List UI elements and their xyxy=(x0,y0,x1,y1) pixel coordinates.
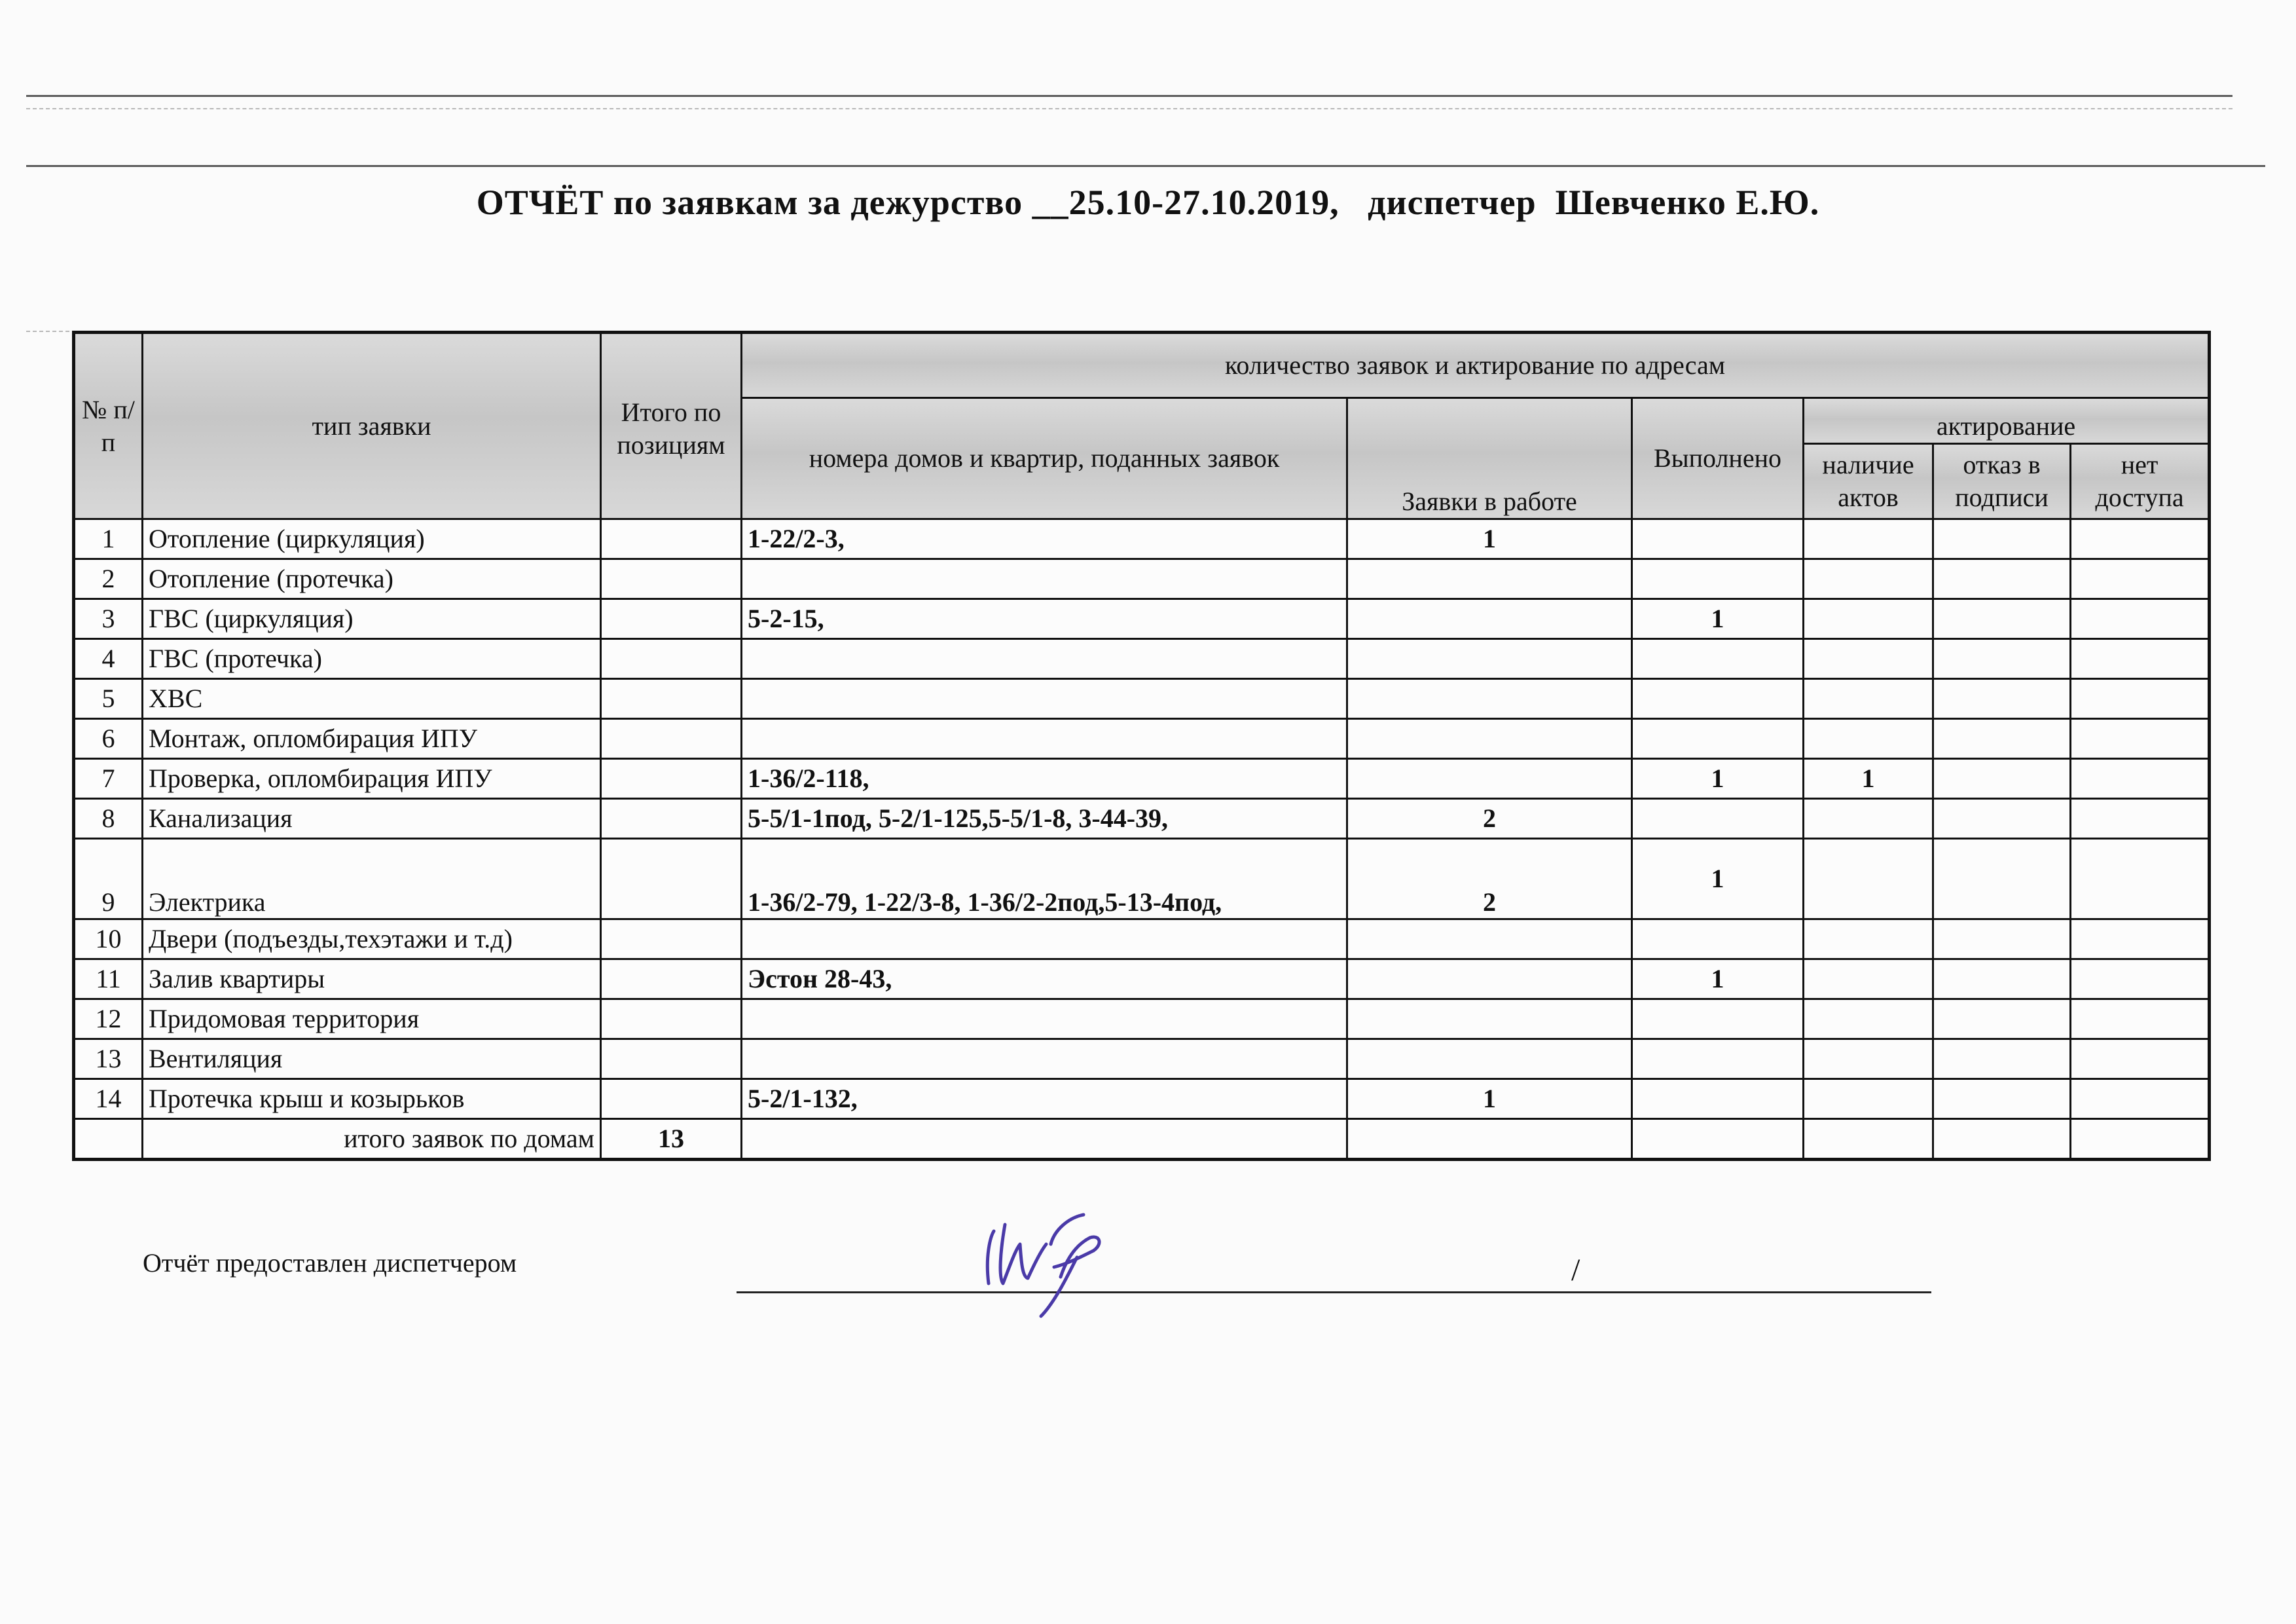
row-in-work: 1 xyxy=(1347,519,1632,559)
row-refused xyxy=(1933,639,2071,679)
row-done xyxy=(1632,999,1804,1039)
row-refused xyxy=(1933,999,2071,1039)
row-num: 13 xyxy=(74,1039,143,1079)
header-acts-group: актирование xyxy=(1804,398,2210,444)
total-label: итого заявок по домам xyxy=(143,1119,601,1160)
row-in-work xyxy=(1347,719,1632,759)
row-num: 14 xyxy=(74,1079,143,1119)
row-type: Придомовая территория xyxy=(143,999,601,1039)
row-type: Канализация xyxy=(143,799,601,839)
total-num-cell xyxy=(74,1119,143,1160)
total-row xyxy=(74,1119,2210,1160)
row-type: Отопление (протечка) xyxy=(143,559,601,599)
row-in-work: 1 xyxy=(1347,1079,1632,1119)
header-total: Итого по позициям xyxy=(601,333,742,519)
row-no-access xyxy=(2071,1079,2210,1119)
row-num: 9 xyxy=(74,839,143,919)
row-done xyxy=(1632,799,1804,839)
table-row xyxy=(74,559,2210,599)
row-refused xyxy=(1933,799,2071,839)
row-addresses: 1-36/2-118, xyxy=(742,759,1347,799)
total-empty-cell xyxy=(2071,1119,2210,1160)
row-in-work xyxy=(1347,679,1632,719)
row-total xyxy=(601,639,742,679)
row-type: Проверка, опломбирация ИПУ xyxy=(143,759,601,799)
row-addresses xyxy=(742,719,1347,759)
table-row xyxy=(74,1079,2210,1119)
row-acts xyxy=(1804,999,1933,1039)
row-addresses xyxy=(742,1039,1347,1079)
row-num: 4 xyxy=(74,639,143,679)
total-empty-cell xyxy=(742,1119,1347,1160)
row-type: Монтаж, опломбирация ИПУ xyxy=(143,719,601,759)
row-addresses xyxy=(742,639,1347,679)
row-refused xyxy=(1933,1079,2071,1119)
header-group: количество заявок и актирование по адресам xyxy=(742,333,2210,398)
row-no-access xyxy=(2071,919,2210,959)
row-acts xyxy=(1804,639,1933,679)
header-no-access: нет доступа xyxy=(2071,444,2210,519)
row-acts xyxy=(1804,599,1933,639)
row-no-access xyxy=(2071,599,2210,639)
row-num: 10 xyxy=(74,919,143,959)
table-row xyxy=(74,919,2210,959)
row-num: 6 xyxy=(74,719,143,759)
row-refused xyxy=(1933,719,2071,759)
row-num: 12 xyxy=(74,999,143,1039)
row-total xyxy=(601,519,742,559)
row-acts xyxy=(1804,959,1933,999)
row-total xyxy=(601,1039,742,1079)
row-total xyxy=(601,839,742,919)
row-addresses xyxy=(742,679,1347,719)
row-num: 11 xyxy=(74,959,143,999)
table-row xyxy=(74,999,2210,1039)
row-addresses xyxy=(742,919,1347,959)
row-num: 2 xyxy=(74,559,143,599)
row-addresses: 1-36/2-79, 1-22/3-8, 1-36/2-2под,5-13-4под, xyxy=(742,839,1347,919)
signature-separator: / xyxy=(1571,1253,1580,1287)
row-acts xyxy=(1804,519,1933,559)
total-empty-cell xyxy=(1804,1119,1933,1160)
row-no-access xyxy=(2071,999,2210,1039)
total-empty-cell xyxy=(1347,1119,1632,1160)
row-type: ХВС xyxy=(143,679,601,719)
total-empty-cell xyxy=(1933,1119,2071,1160)
row-done xyxy=(1632,679,1804,719)
row-addresses xyxy=(742,559,1347,599)
row-no-access xyxy=(2071,759,2210,799)
handwritten-signature xyxy=(969,1205,1133,1323)
row-refused xyxy=(1933,1039,2071,1079)
row-in-work xyxy=(1347,639,1632,679)
row-type: Вентиляция xyxy=(143,1039,601,1079)
header-done: Выполнено xyxy=(1632,398,1804,519)
row-acts xyxy=(1804,799,1933,839)
row-refused xyxy=(1933,759,2071,799)
footer-label: Отчёт предоставлен диспетчером xyxy=(143,1248,517,1278)
row-type: ГВС (протечка) xyxy=(143,639,601,679)
row-addresses: 5-2/1-132, xyxy=(742,1079,1347,1119)
row-refused xyxy=(1933,919,2071,959)
row-total xyxy=(601,799,742,839)
row-in-work: 2 xyxy=(1347,839,1632,919)
header-acts-present: наличие актов xyxy=(1804,444,1933,519)
row-in-work xyxy=(1347,759,1632,799)
row-in-work xyxy=(1347,959,1632,999)
row-type: Двери (подъезды,техэтажи и т.д) xyxy=(143,919,601,959)
row-done: 1 xyxy=(1632,839,1804,919)
row-acts xyxy=(1804,559,1933,599)
row-done: 1 xyxy=(1632,959,1804,999)
report-title: ОТЧЁТ по заявкам за дежурство __25.10-27.10.2019, диспетчер Шевченко Е.Ю. xyxy=(476,183,1820,222)
row-done xyxy=(1632,719,1804,759)
row-addresses: 5-2-15, xyxy=(742,599,1347,639)
table-row xyxy=(74,599,2210,639)
row-done xyxy=(1632,1079,1804,1119)
row-done xyxy=(1632,559,1804,599)
row-refused xyxy=(1933,519,2071,559)
row-acts xyxy=(1804,839,1933,919)
row-type: Отопление (циркуляция) xyxy=(143,519,601,559)
row-no-access xyxy=(2071,799,2210,839)
row-in-work xyxy=(1347,1039,1632,1079)
table-row xyxy=(74,799,2210,839)
row-done: 1 xyxy=(1632,599,1804,639)
header-refused: отказ в подписи xyxy=(1933,444,2071,519)
row-num: 3 xyxy=(74,599,143,639)
row-acts xyxy=(1804,1039,1933,1079)
row-addresses: Эстон 28-43, xyxy=(742,959,1347,999)
row-total xyxy=(601,759,742,799)
table-row xyxy=(74,759,2210,799)
row-addresses: 5-5/1-1под, 5-2/1-125,5-5/1-8, 3-44-39, xyxy=(742,799,1347,839)
row-in-work xyxy=(1347,599,1632,639)
row-acts xyxy=(1804,679,1933,719)
table-row xyxy=(74,639,2210,679)
row-total xyxy=(601,959,742,999)
row-total xyxy=(601,919,742,959)
row-done: 1 xyxy=(1632,759,1804,799)
row-refused xyxy=(1933,559,2071,599)
header-addresses: номера домов и квартир, поданных заявок xyxy=(742,398,1347,519)
row-done xyxy=(1632,519,1804,559)
row-no-access xyxy=(2071,839,2210,919)
row-type: Электрика xyxy=(143,839,601,919)
row-num: 1 xyxy=(74,519,143,559)
requests-report-table xyxy=(72,331,2211,1161)
row-done xyxy=(1632,1039,1804,1079)
row-total xyxy=(601,719,742,759)
row-total xyxy=(601,559,742,599)
total-empty-cell xyxy=(1632,1119,1804,1160)
row-total xyxy=(601,1079,742,1119)
row-no-access xyxy=(2071,719,2210,759)
scan-artifact-line xyxy=(26,165,2265,167)
row-in-work xyxy=(1347,919,1632,959)
table-row xyxy=(74,959,2210,999)
row-num: 7 xyxy=(74,759,143,799)
row-in-work xyxy=(1347,999,1632,1039)
table-row xyxy=(74,1039,2210,1079)
row-addresses xyxy=(742,999,1347,1039)
row-no-access xyxy=(2071,959,2210,999)
row-no-access xyxy=(2071,519,2210,559)
row-no-access xyxy=(2071,639,2210,679)
scan-artifact-line xyxy=(26,108,2232,109)
row-num: 5 xyxy=(74,679,143,719)
row-in-work xyxy=(1347,559,1632,599)
row-refused xyxy=(1933,599,2071,639)
row-no-access xyxy=(2071,559,2210,599)
row-refused xyxy=(1933,959,2071,999)
row-type: Протечка крыш и козырьков xyxy=(143,1079,601,1119)
row-done xyxy=(1632,639,1804,679)
header-num: № п/п xyxy=(74,333,143,519)
row-total xyxy=(601,679,742,719)
total-value: 13 xyxy=(601,1119,742,1160)
row-addresses: 1-22/2-3, xyxy=(742,519,1347,559)
row-refused xyxy=(1933,839,2071,919)
row-refused xyxy=(1933,679,2071,719)
table-row xyxy=(74,839,2210,919)
table-row xyxy=(74,519,2210,559)
row-total xyxy=(601,599,742,639)
row-in-work: 2 xyxy=(1347,799,1632,839)
scan-artifact-line xyxy=(26,95,2232,97)
row-num: 8 xyxy=(74,799,143,839)
signature-line xyxy=(737,1291,1931,1293)
row-type: Залив квартиры xyxy=(143,959,601,999)
row-total xyxy=(601,999,742,1039)
row-no-access xyxy=(2071,1039,2210,1079)
row-acts xyxy=(1804,719,1933,759)
row-type: ГВС (циркуляция) xyxy=(143,599,601,639)
row-no-access xyxy=(2071,679,2210,719)
row-acts: 1 xyxy=(1804,759,1933,799)
row-done xyxy=(1632,919,1804,959)
table-row xyxy=(74,719,2210,759)
table-row xyxy=(74,679,2210,719)
header-in-work: Заявки в работе xyxy=(1347,398,1632,519)
header-type: тип заявки xyxy=(143,333,601,519)
row-acts xyxy=(1804,919,1933,959)
row-acts xyxy=(1804,1079,1933,1119)
